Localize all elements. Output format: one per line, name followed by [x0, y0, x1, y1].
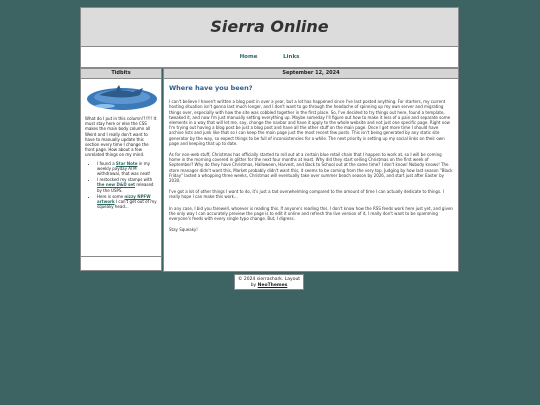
sidebar-footer — [80, 257, 162, 271]
bullet-text: released by the USPS. — [97, 182, 154, 193]
shark-logo-image — [85, 82, 159, 112]
sidebar — [80, 68, 162, 271]
sidebar-intro: What do I put in this column!?!?!! It must stay here or else the CSS makes the main body column all Weird and I really don't want to have to manually update this section every time I change the front page. How about a few unrelated things on my mind. — [85, 116, 157, 158]
npfw-artwork-link[interactable]: nizzy NPFW artwork — [97, 193, 151, 205]
post-date: September 12, 2024 — [163, 68, 459, 79]
neothemes-link[interactable]: NeoThemes — [257, 282, 288, 288]
main-column — [163, 68, 459, 272]
page — [80, 7, 459, 272]
post-paragraph: I can't believe I haven't written a blog post in over a year, but a lot has happened since I've last posted anything. For starters, my current hosting situation isn't gonna last much longer, and I don't want to go through the headache of spinning up my own server and migrating things over, especially with how the site was cobbled together in the first place. So, I've decided to try things out here, found a template, tweaked it, and now I'm just manually setting everything up. Maybe someday I'll figure out how to make it less of a pain and separate some elements in a way that will let me, say, change the navbar and have it apply to the whole website and not just one specific page. Right now I'm trying out having a blog post be just a blog post and have all the other stuff on the main page. Once I get more time I should have archive lists and junk like that so I can keep the main page just the most recent few posts. This isn't being generated by any static site generator by the way, so expect things to be full of inconsistencies for a while. The next priority is setting up my social links on their own page and keeping that up to date. — [169, 99, 451, 146]
post-paragraph: As for non-web stuff, Christmas has officially started to roll out at a certain blue retail chain that I happen to work at, so I will be coming home in the morning covered in glitter for the next four months at least. Why did they start selling Christmas on the first week of September? Why do they have Christmas, Halloween, Harvest, and Back to School out at the same time? I don't know! Nobody knows! The store manager didn't want this, Market probably didn't want this, it seems to be coming from the very top. Judging by how last season "Black Friday" lasted a whopping three weeks, Christmas will eventually take over summer beach season by 2026, and start just after Easter by 2030. — [169, 152, 453, 184]
bullet-text: Here is some — [97, 193, 125, 199]
sidebar-list — [85, 161, 157, 210]
post-title: Where have you been? — [169, 84, 253, 92]
nav-links-link[interactable]: Links — [283, 54, 300, 60]
sidebar-heading: Tidbits — [80, 68, 162, 79]
bullet-text: in my weekly payday ATM withdrawal, that was neat! — [97, 160, 151, 177]
bullet-text: I found a — [97, 160, 116, 166]
site-footer — [234, 274, 304, 290]
list-item — [97, 194, 157, 210]
site-header — [80, 7, 459, 47]
credit-by: by — [250, 282, 257, 288]
nav-bar — [80, 47, 459, 68]
post-paragraph: I've got a lot of other things I want to do, it's just a tad overwhelming compared to the amount of time I can actually dedicate to things. I really hope I can make this work... — [169, 189, 444, 200]
bullet-text: I restocked my stamps with — [97, 177, 153, 183]
post-signoff: Stay Squeaky! — [169, 227, 198, 233]
dnd-stamps-link[interactable]: the new D&D set — [97, 182, 136, 188]
sidebar-body — [80, 79, 162, 257]
bullet-text: I can't get out of my squeaky head... — [97, 199, 157, 210]
blog-post — [163, 79, 459, 272]
nav-home-link[interactable]: Home — [239, 54, 258, 60]
copyright-text: © 2024 sierrashark. Layout — [237, 277, 301, 282]
credit-line — [235, 283, 303, 289]
content-columns — [80, 68, 459, 272]
site-title: Sierra Online — [210, 17, 329, 36]
list-item — [97, 177, 157, 193]
list-item — [97, 161, 157, 177]
star-note-link[interactable]: Star Note — [115, 160, 138, 166]
post-paragraph: In any case, I bid you farewell, whoever is reading this. If anyone's reading this. I don't know how the RSS feeds work here just yet, and given the only way I can accurately preview the page is to edit it online and refresh the live version of it, I really don't want to be spamming everyone's feeds with every single typo change. But, I digress. — [169, 205, 453, 222]
